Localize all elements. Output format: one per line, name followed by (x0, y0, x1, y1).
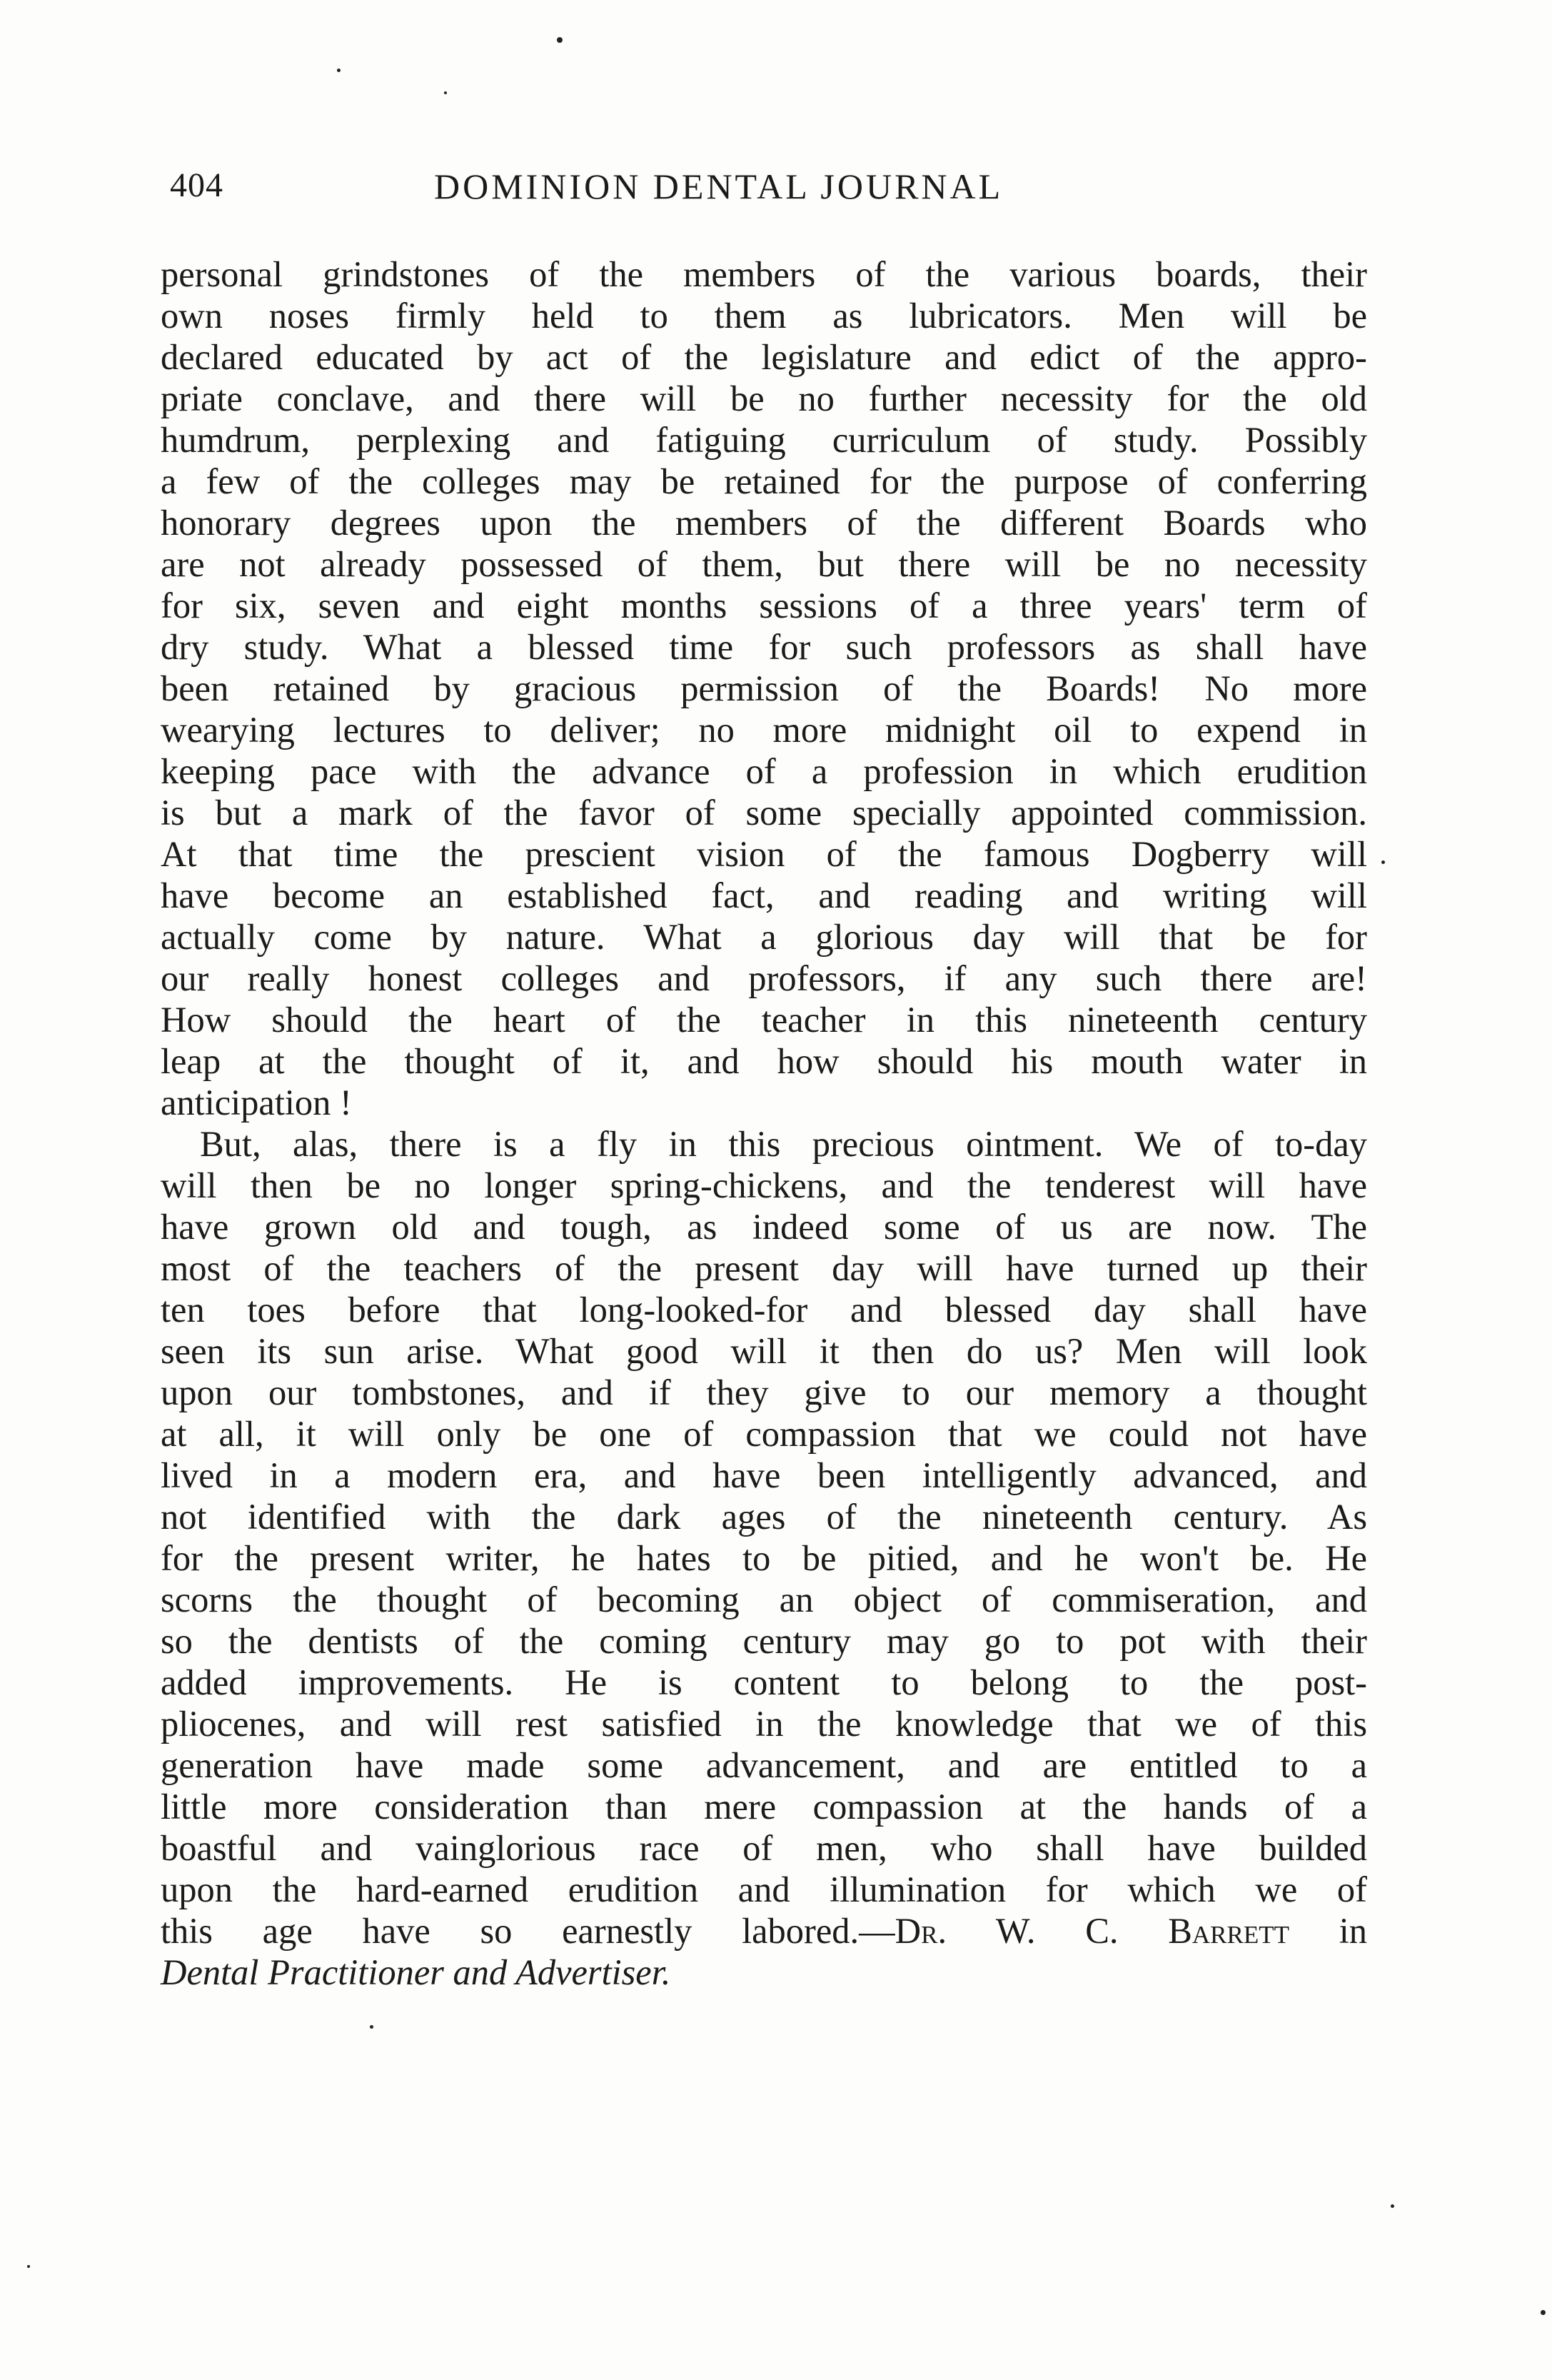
text-line: at all, it will only be one of compassion that we could not have (161, 1414, 1367, 1454)
text-line: How should the heart of the teacher in this nineteenth century (161, 1000, 1367, 1040)
text-line: wearying lectures to deliver; no more midnight oil to expend in (161, 710, 1367, 750)
text-line: generation have made some advancement, and are entitled to a (161, 1745, 1367, 1785)
text-line: are not already possessed of them, but there will be no necessity (161, 544, 1367, 584)
paragraph-1 (161, 253, 1367, 1123)
attribution-in: in (1339, 1911, 1367, 1951)
text-line: seen its sun arise. What good will it then do us? Men will look (161, 1331, 1367, 1371)
text-line: have grown old and tough, as indeed some of us are now. The (161, 1207, 1367, 1247)
text-line: actually come by nature. What a glorious day will that be for (161, 917, 1367, 957)
text-line: been retained by gracious permission of the Boards! No more (161, 668, 1367, 708)
text-line: little more consideration than mere compassion at the hands of a (161, 1787, 1367, 1827)
text-line: our really honest colleges and professors, if any such there are! (161, 958, 1367, 998)
text-line: leap at the thought of it, and how should his mouth water in (161, 1041, 1367, 1081)
journal-title: DOMINION DENTAL JOURNAL (434, 166, 1004, 206)
text-line: boastful and vainglorious race of men, who shall have builded (161, 1828, 1367, 1868)
scan-speck (337, 69, 341, 72)
text-line: is but a mark of the favor of some specially appointed commission. (161, 793, 1367, 833)
text-line: personal grindstones of the members of the various boards, their (161, 254, 1367, 294)
text-line: own noses firmly held to them as lubricators. Men will be (161, 296, 1367, 336)
page-number: 404 (170, 166, 223, 204)
scan-speck (1391, 2204, 1394, 2208)
text-line: At that time the prescient vision of the famous Dogberry will (161, 834, 1367, 874)
text-line: honorary degrees upon the members of the different Boards who (161, 503, 1367, 543)
attribution-line (161, 1910, 1367, 1952)
text-line: a few of the colleges may be retained for the purpose of conferring (161, 461, 1367, 501)
text-line: humdrum, perplexing and fatiguing curriculum of study. Possibly (161, 420, 1367, 460)
text-line: dry study. What a blessed time for such professors as shall have (161, 627, 1367, 667)
text-line: keeping pace with the advance of a profession in which erudition (161, 751, 1367, 791)
text-line: pliocenes, and will rest satisfied in the knowledge that we of this (161, 1704, 1367, 1744)
text-line: But, alas, there is a fly in this precious ointment. We of to-day (200, 1124, 1367, 1164)
text-line: for six, seven and eight months sessions of a three years' term of (161, 586, 1367, 626)
article-text (161, 253, 1367, 1993)
text-line: priate conclave, and there will be no further necessity for the old (161, 378, 1367, 418)
text-line: for the present writer, he hates to be pitied, and he won't be. He (161, 1538, 1367, 1578)
scan-speck (1381, 860, 1385, 864)
scan-speck (557, 37, 563, 43)
text-line: declared educated by act of the legislature and edict of the appro- (161, 337, 1367, 377)
scan-speck (27, 2265, 30, 2268)
scan-speck (370, 2025, 373, 2029)
text-line: scorns the thought of becoming an object of commiseration, and (161, 1580, 1367, 1620)
text-line: have become an established fact, and reading and writing will (161, 875, 1367, 915)
text-line: anticipation ! (161, 1083, 352, 1123)
attribution-lead: this age have so earnestly labored.— (161, 1911, 895, 1951)
text-line: lived in a modern era, and have been intelligently advanced, and (161, 1455, 1367, 1495)
scan-speck (444, 91, 447, 94)
paragraph-2 (161, 1123, 1367, 1993)
text-line: ten toes before that long-looked-for and blessed day shall have (161, 1290, 1367, 1330)
text-line: most of the teachers of the present day will have turned up their (161, 1248, 1367, 1288)
running-head (170, 166, 1355, 216)
text-line: so the dentists of the coming century may go to pot with their (161, 1621, 1367, 1661)
text-line: upon our tombstones, and if they give to our memory a thought (161, 1372, 1367, 1412)
scan-speck (1541, 2310, 1546, 2315)
text-line: upon the hard-earned erudition and illumination for which we of (161, 1869, 1367, 1909)
text-line: added improvements. He is content to belong to the post- (161, 1662, 1367, 1702)
text-line: will then be no longer spring-chickens, and the tenderest will have (161, 1165, 1367, 1205)
author-name: Dr. W. C. Barrett (895, 1911, 1290, 1951)
text-line: not identified with the dark ages of the nineteenth century. As (161, 1497, 1367, 1537)
source-title: Dental Practitioner and Advertiser. (161, 1952, 671, 1992)
